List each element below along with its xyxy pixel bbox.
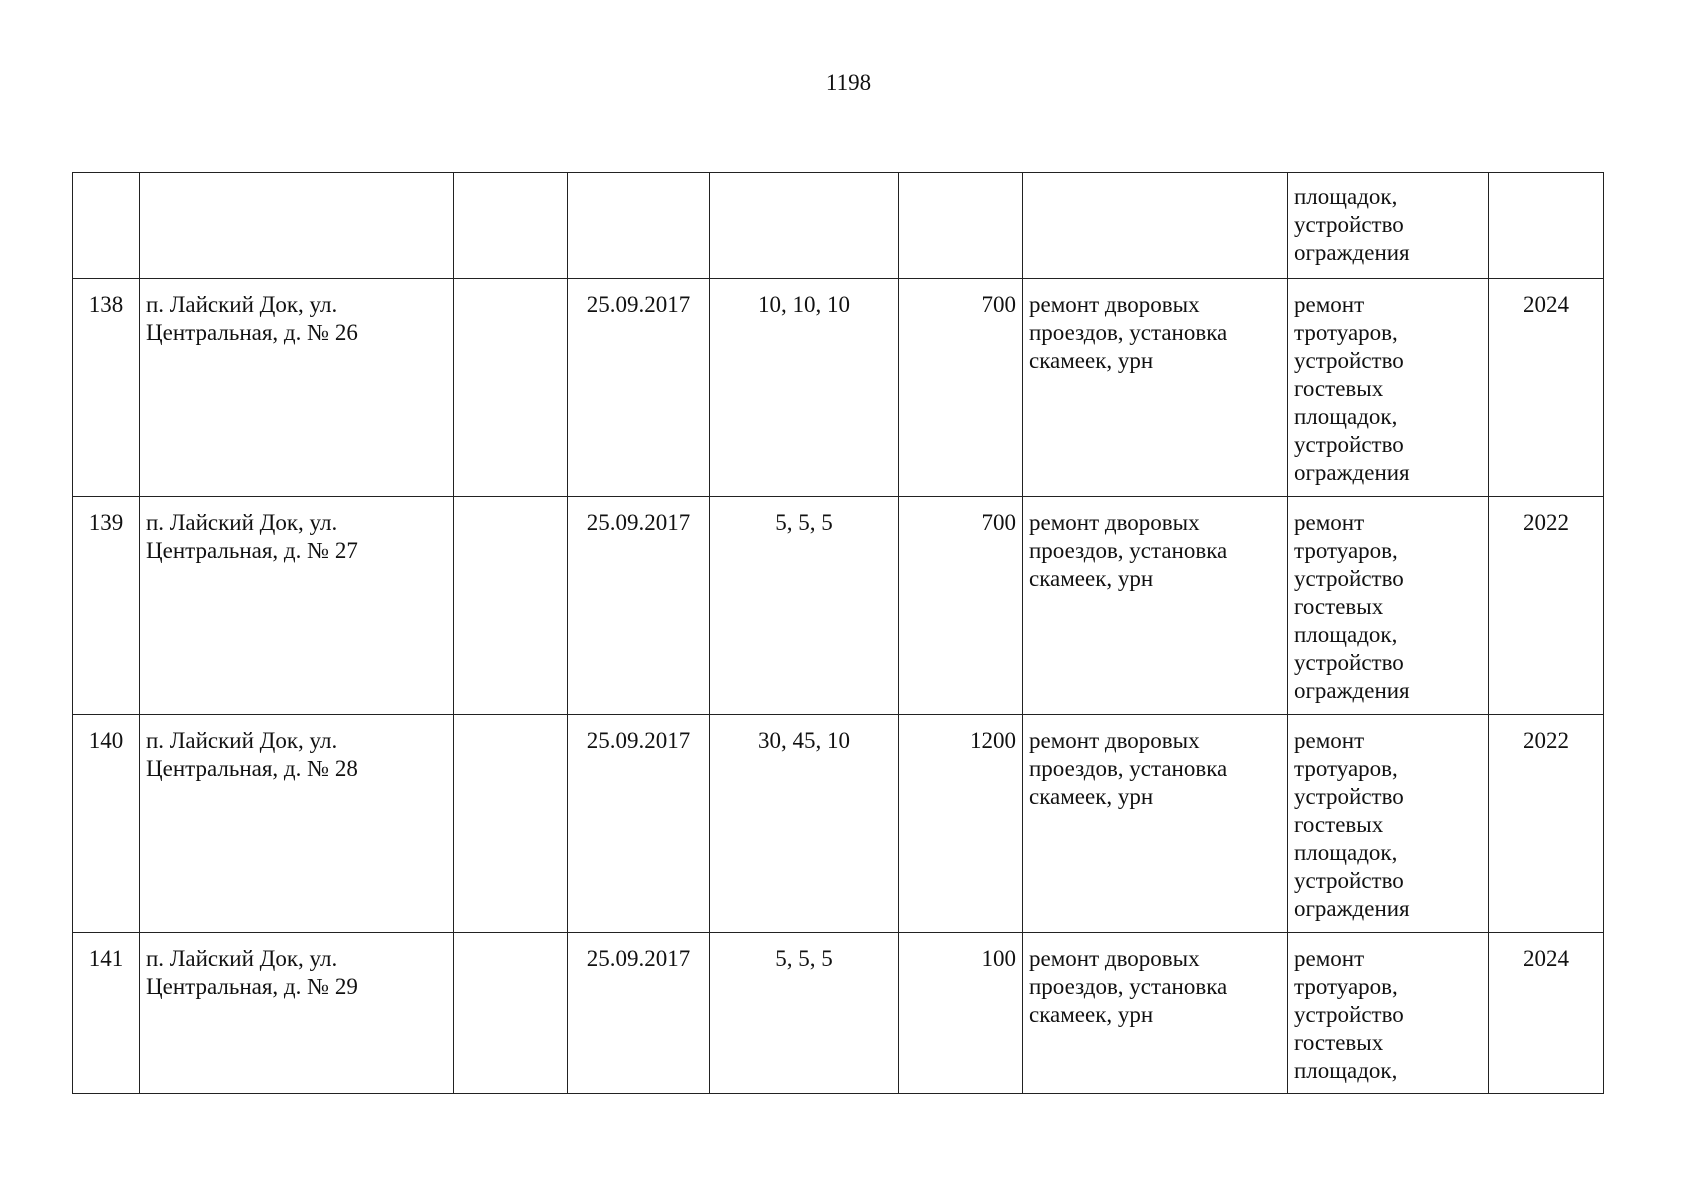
works-line: ремонт дворовых bbox=[1029, 292, 1200, 317]
works-cell bbox=[1023, 497, 1288, 715]
areas-cell: 30, 45, 10 bbox=[710, 715, 899, 933]
additional-works-line: устройство bbox=[1294, 212, 1404, 237]
additional-works-line: тротуаров, bbox=[1294, 974, 1398, 999]
empty-cell bbox=[454, 497, 568, 715]
additional-works-line: устройство bbox=[1294, 868, 1404, 893]
works-line: скамеек, урн bbox=[1029, 784, 1154, 809]
empty-cell bbox=[454, 279, 568, 497]
address-line: п. Лайский Док, ул. bbox=[146, 728, 338, 753]
areas-cell: 5, 5, 5 bbox=[710, 497, 899, 715]
additional-works-cell bbox=[1288, 933, 1489, 1094]
additional-works-line: устройство bbox=[1294, 650, 1404, 675]
additional-works-line: площадок, bbox=[1294, 1058, 1398, 1083]
year-cell: 2024 bbox=[1489, 933, 1604, 1094]
works-line: скамеек, урн bbox=[1029, 566, 1154, 591]
additional-works-line: ограждения bbox=[1294, 240, 1410, 265]
date-cell: 25.09.2017 bbox=[568, 715, 710, 933]
additional-works-line: ограждения bbox=[1294, 678, 1410, 703]
table-row bbox=[73, 933, 1604, 1094]
count-cell bbox=[899, 173, 1023, 279]
additional-works-line: площадок, bbox=[1294, 622, 1398, 647]
additional-works-cell bbox=[1288, 173, 1489, 279]
year-cell: 2022 bbox=[1489, 497, 1604, 715]
works-line: ремонт дворовых bbox=[1029, 510, 1200, 535]
areas-cell: 5, 5, 5 bbox=[710, 933, 899, 1094]
works-line: проездов, установка bbox=[1029, 320, 1228, 345]
address-line: п. Лайский Док, ул. bbox=[146, 292, 338, 317]
additional-works-line: площадок, bbox=[1294, 184, 1398, 209]
additional-works-line: ремонт bbox=[1294, 292, 1365, 317]
empty-cell bbox=[454, 933, 568, 1094]
address-line: п. Лайский Док, ул. bbox=[146, 946, 338, 971]
count-cell: 1200 bbox=[899, 715, 1023, 933]
works-line: проездов, установка bbox=[1029, 974, 1228, 999]
row-number-cell: 140 bbox=[73, 715, 140, 933]
count-cell: 100 bbox=[899, 933, 1023, 1094]
year-cell: 2024 bbox=[1489, 279, 1604, 497]
additional-works-line: гостевых bbox=[1294, 376, 1384, 401]
row-number-cell bbox=[73, 173, 140, 279]
date-cell: 25.09.2017 bbox=[568, 933, 710, 1094]
additional-works-line: тротуаров, bbox=[1294, 538, 1398, 563]
additional-works-cell bbox=[1288, 715, 1489, 933]
additional-works-line: ремонт bbox=[1294, 946, 1365, 971]
address-cell bbox=[140, 715, 454, 933]
table-row bbox=[73, 173, 1604, 279]
additional-works-cell bbox=[1288, 497, 1489, 715]
works-line: ремонт дворовых bbox=[1029, 728, 1200, 753]
empty-cell bbox=[454, 173, 568, 279]
row-number-cell: 138 bbox=[73, 279, 140, 497]
works-cell bbox=[1023, 715, 1288, 933]
table-row bbox=[73, 497, 1604, 715]
works-cell bbox=[1023, 279, 1288, 497]
table-row bbox=[73, 279, 1604, 497]
address-cell bbox=[140, 497, 454, 715]
works-line: ремонт дворовых bbox=[1029, 946, 1200, 971]
works-line: проездов, установка bbox=[1029, 538, 1228, 563]
works-line: скамеек, урн bbox=[1029, 348, 1154, 373]
additional-works-line: гостевых bbox=[1294, 594, 1384, 619]
row-number-cell: 139 bbox=[73, 497, 140, 715]
additional-works-line: площадок, bbox=[1294, 840, 1398, 865]
additional-works-line: устройство bbox=[1294, 348, 1404, 373]
address-cell bbox=[140, 933, 454, 1094]
additional-works-line: тротуаров, bbox=[1294, 320, 1398, 345]
date-cell: 25.09.2017 bbox=[568, 497, 710, 715]
areas-cell: 10, 10, 10 bbox=[710, 279, 899, 497]
additional-works-line: устройство bbox=[1294, 784, 1404, 809]
additional-works-line: устройство bbox=[1294, 1002, 1404, 1027]
additional-works-line: ремонт bbox=[1294, 728, 1365, 753]
works-cell bbox=[1023, 173, 1288, 279]
address-line: Центральная, д. № 27 bbox=[146, 538, 358, 563]
count-cell: 700 bbox=[899, 279, 1023, 497]
empty-cell bbox=[454, 715, 568, 933]
address-line: Центральная, д. № 26 bbox=[146, 320, 358, 345]
additional-works-line: ремонт bbox=[1294, 510, 1365, 535]
additional-works-line: ограждения bbox=[1294, 896, 1410, 921]
additional-works-line: площадок, bbox=[1294, 404, 1398, 429]
page-number: 1198 bbox=[825, 70, 872, 95]
courtyards-table bbox=[72, 172, 1604, 1094]
row-number-cell: 141 bbox=[73, 933, 140, 1094]
additional-works-line: устройство bbox=[1294, 566, 1404, 591]
table-row bbox=[73, 715, 1604, 933]
address-line: Центральная, д. № 29 bbox=[146, 974, 358, 999]
additional-works-line: ограждения bbox=[1294, 460, 1410, 485]
count-cell: 700 bbox=[899, 497, 1023, 715]
works-line: проездов, установка bbox=[1029, 756, 1228, 781]
works-line: скамеек, урн bbox=[1029, 1002, 1154, 1027]
date-cell bbox=[568, 173, 710, 279]
year-cell bbox=[1489, 173, 1604, 279]
additional-works-line: тротуаров, bbox=[1294, 756, 1398, 781]
additional-works-line: устройство bbox=[1294, 432, 1404, 457]
address-cell bbox=[140, 173, 454, 279]
additional-works-line: гостевых bbox=[1294, 812, 1384, 837]
date-cell: 25.09.2017 bbox=[568, 279, 710, 497]
address-line: Центральная, д. № 28 bbox=[146, 756, 358, 781]
additional-works-cell bbox=[1288, 279, 1489, 497]
address-line: п. Лайский Док, ул. bbox=[146, 510, 338, 535]
areas-cell bbox=[710, 173, 899, 279]
works-cell bbox=[1023, 933, 1288, 1094]
year-cell: 2022 bbox=[1489, 715, 1604, 933]
additional-works-line: гостевых bbox=[1294, 1030, 1384, 1055]
address-cell bbox=[140, 279, 454, 497]
